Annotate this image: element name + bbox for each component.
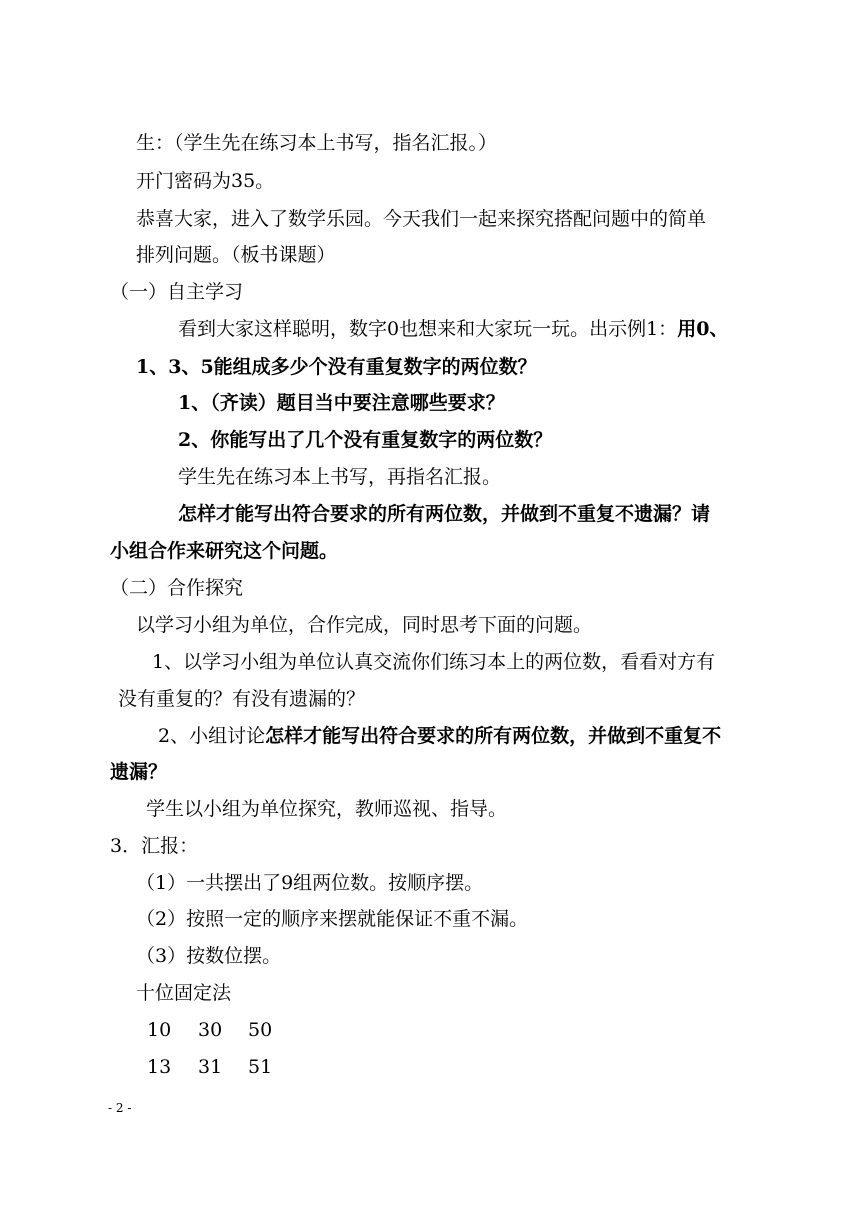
page-number: - 2 - [108, 1101, 132, 1115]
table-cell: 30 [198, 1019, 223, 1041]
line-group-unit: 以学习小组为单位，合作完成，同时思考下面的问题。 [136, 614, 593, 636]
line-tens-fixed-method: 十位固定法 [136, 982, 232, 1004]
line-task-2: 2、小组讨论怎样才能写出符合要求的所有两位数，并做到不重复不 [158, 725, 722, 747]
line-student-answer: 生：（学生先在练习本上书写，指名汇报。） [136, 132, 498, 154]
line-report-2: （2）按照一定的顺序来摆就能保证不重不漏。 [136, 908, 529, 930]
line-door-password: 开门密码为35。 [136, 170, 275, 192]
line-how-question: 怎样才能写出符合要求的所有两位数，并做到不重复不遗漏？请 [178, 503, 711, 525]
table-cell: 10 [147, 1019, 172, 1041]
table-cell: 50 [248, 1019, 273, 1041]
line-explore: 学生以小组为单位探究，教师巡视、指导。 [146, 798, 508, 820]
line-task-1: 1、以学习小组为单位认真交流你们练习本上的两位数，看看对方有 [152, 651, 716, 673]
line-report-1: （1）一共摆出了9组两位数。按顺序摆。 [136, 872, 484, 894]
section-heading-cooperative: （二）合作探究 [110, 577, 244, 599]
table-cell: 51 [248, 1056, 273, 1078]
line-group-work: 小组合作来研究这个问题。 [110, 540, 339, 562]
table-cell: 13 [147, 1056, 172, 1078]
line-report-3: （3）按数位摆。 [136, 945, 282, 967]
section-heading-report: 3．汇报： [110, 835, 199, 857]
line-welcome: 恭喜大家，进入了数学乐园。今天我们一起来探究搭配问题中的简单 [136, 208, 707, 230]
line-question-2: 2、你能写出了几个没有重复数字的两位数？ [178, 429, 553, 451]
line-question-1: 1、（齐读）题目当中要注意哪些要求？ [178, 392, 505, 414]
line-example-question: 1、3、5能组成多少个没有重复数字的两位数？ [136, 356, 537, 378]
line-example-intro: 看到大家这样聪明，数字0也想来和大家玩一玩。出示例1：用0、 [178, 318, 729, 340]
table-cell: 31 [198, 1056, 223, 1078]
line-task-2-cont: 遗漏？ [110, 761, 168, 783]
line-task-1-cont: 没有重复的？有没有遗漏的？ [118, 688, 366, 710]
line-student-report: 学生先在练习本上书写，再指名汇报。 [178, 466, 502, 488]
line-topic: 排列问题。（板书课题） [136, 244, 336, 266]
section-heading-self-study: （一）自主学习 [110, 281, 244, 303]
